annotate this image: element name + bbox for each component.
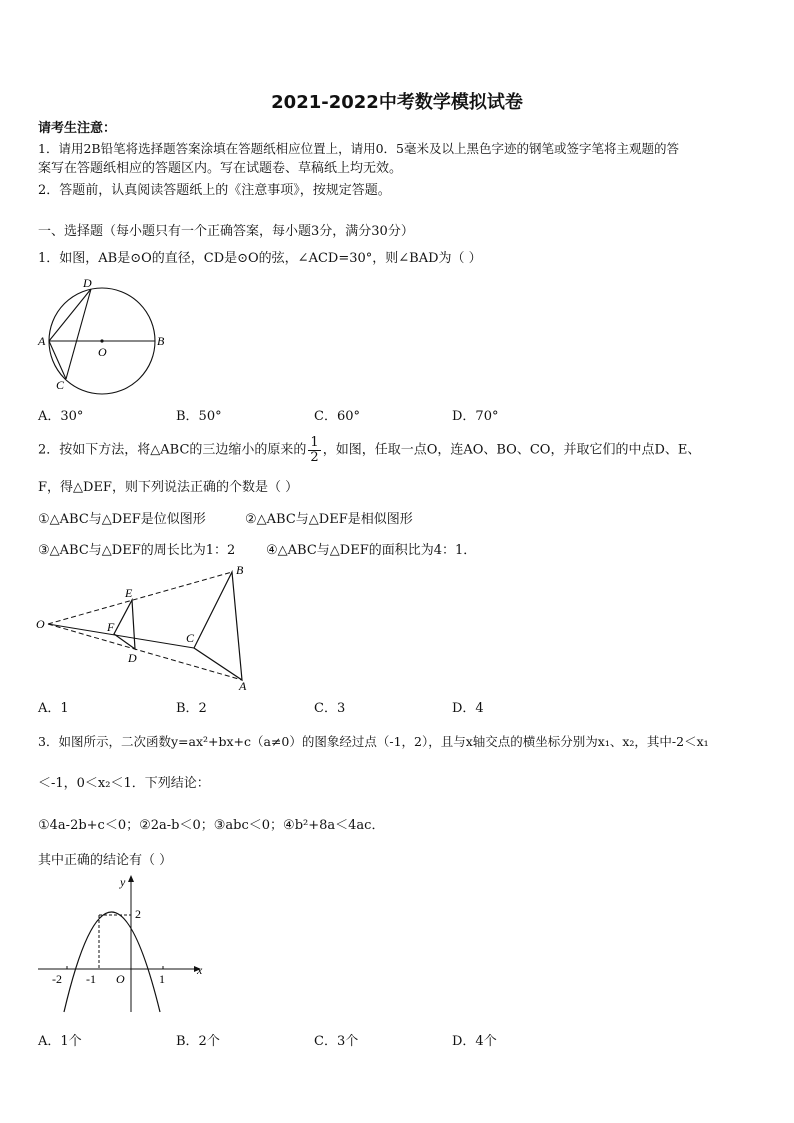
q3-option-c[interactable]: C．3个 [314,1034,359,1049]
dashed-line-ob [48,572,232,624]
q2-option-b[interactable]: B．2 [176,701,207,716]
q2-option-c[interactable]: C．3 [314,701,346,716]
label-b: B [236,563,244,577]
q2-stem-part-a: 2．按如下方法，将△ABC的三边缩小的原来的 [38,442,307,458]
question-2-stem-line2: F，得△DEF，则下列说法正确的个数是（ ） [38,480,299,495]
q2-option-d[interactable]: D．4 [452,701,484,716]
label-c: C [186,631,195,645]
triangle-def [114,600,135,649]
notice-line-1a: 1．请用2B铅笔将选择题答案涂填在答题纸相应位置上，请用0．5毫米及以上黑色字迹的钢笔或签字笔将主观题的答 [38,141,679,156]
line-oc [48,624,194,648]
notice-line-2: 2．答题前，认真阅读答题纸上的《注意事项》，按规定答题。 [38,183,391,198]
question-3-stem-line2: ＜-1，0＜x₂＜1．下列结论： [38,776,210,791]
label-o: O [36,617,45,631]
chord-ac [49,341,66,379]
label-neg2: -2 [52,972,62,986]
question-3-stem-line1: 3．如图所示，二次函数y=ax²+bx+c（a≠0）的图象经过点（-1，2），且与x轴交点的横坐标分别为x₁、x₂，其中-2＜x₁ [38,734,709,749]
label-f: F [107,620,115,634]
similar-triangles-figure [34,562,259,692]
q1-option-a[interactable]: A．30° [38,409,84,424]
parabola-curve [64,912,160,1012]
label-x: x [197,963,203,977]
fraction-numerator: 1 [310,435,319,450]
q3-conclusions: ①4a-2b+c＜0；②2a-b＜0；③abc＜0；④b²+8a＜4ac． [38,818,385,833]
triangle-abc [194,572,242,680]
q2-statement-2: ②△ABC与△DEF是相似图形 [245,512,413,527]
label-a: A [239,679,247,692]
notice-heading: 请考生注意： [38,121,117,136]
chord-cd [66,289,91,379]
label-neg1: -1 [86,972,96,986]
label-d: D [83,276,92,290]
center-point [100,339,103,342]
q2-option-a[interactable]: A．1 [38,701,69,716]
q3-option-b[interactable]: B．2个 [176,1034,220,1049]
q2-statement-1: ①△ABC与△DEF是位似图形 [38,512,206,527]
question-2-stem-line1 [38,436,700,465]
page-title: 2021-2022中考数学模拟试卷 [271,92,523,113]
label-y: y [120,875,126,889]
parabola-graph [34,872,209,1017]
label-d: D [128,651,137,665]
circle-figure [36,276,176,396]
question-1-stem: 1．如图，AB是⊙O的直径，CD是⊙O的弦，∠ACD=30°，则∠BAD为（ ） [38,251,482,266]
label-o: O [98,345,107,359]
label-b: B [157,334,165,348]
label-origin: O [116,972,125,986]
q3-option-a[interactable]: A．1个 [38,1034,82,1049]
fraction-one-half [308,436,320,465]
q3-question: 其中正确的结论有（ ） [38,853,173,868]
q2-stem-part-b: ，如图，任取一点O，连AO、BO、CO，并取它们的中点D、E、 [322,442,701,458]
q2-statement-3: ③△ABC与△DEF的周长比为1：2 [38,543,236,558]
q1-option-b[interactable]: B．50° [176,409,222,424]
notice-line-1b: 案写在答题纸相应的答题区内。写在试题卷、草稿纸上均无效。 [38,161,403,176]
fraction-denominator: 2 [310,450,319,465]
y-axis-arrow [128,875,134,882]
label-a: A [38,334,46,348]
q2-statement-4: ④△ABC与△DEF的面积比为4：1． [266,543,477,558]
q3-option-d[interactable]: D．4个 [452,1034,497,1049]
label-one: 1 [159,972,165,986]
q1-option-c[interactable]: C．60° [314,409,360,424]
q1-option-d[interactable]: D．70° [452,409,499,424]
dashed-line-oa [48,624,242,680]
label-two: 2 [135,907,141,921]
label-e: E [125,586,133,600]
label-c: C [56,378,65,392]
section-heading: 一、选择题（每小题只有一个正确答案，每小题3分，满分30分） [38,224,414,239]
